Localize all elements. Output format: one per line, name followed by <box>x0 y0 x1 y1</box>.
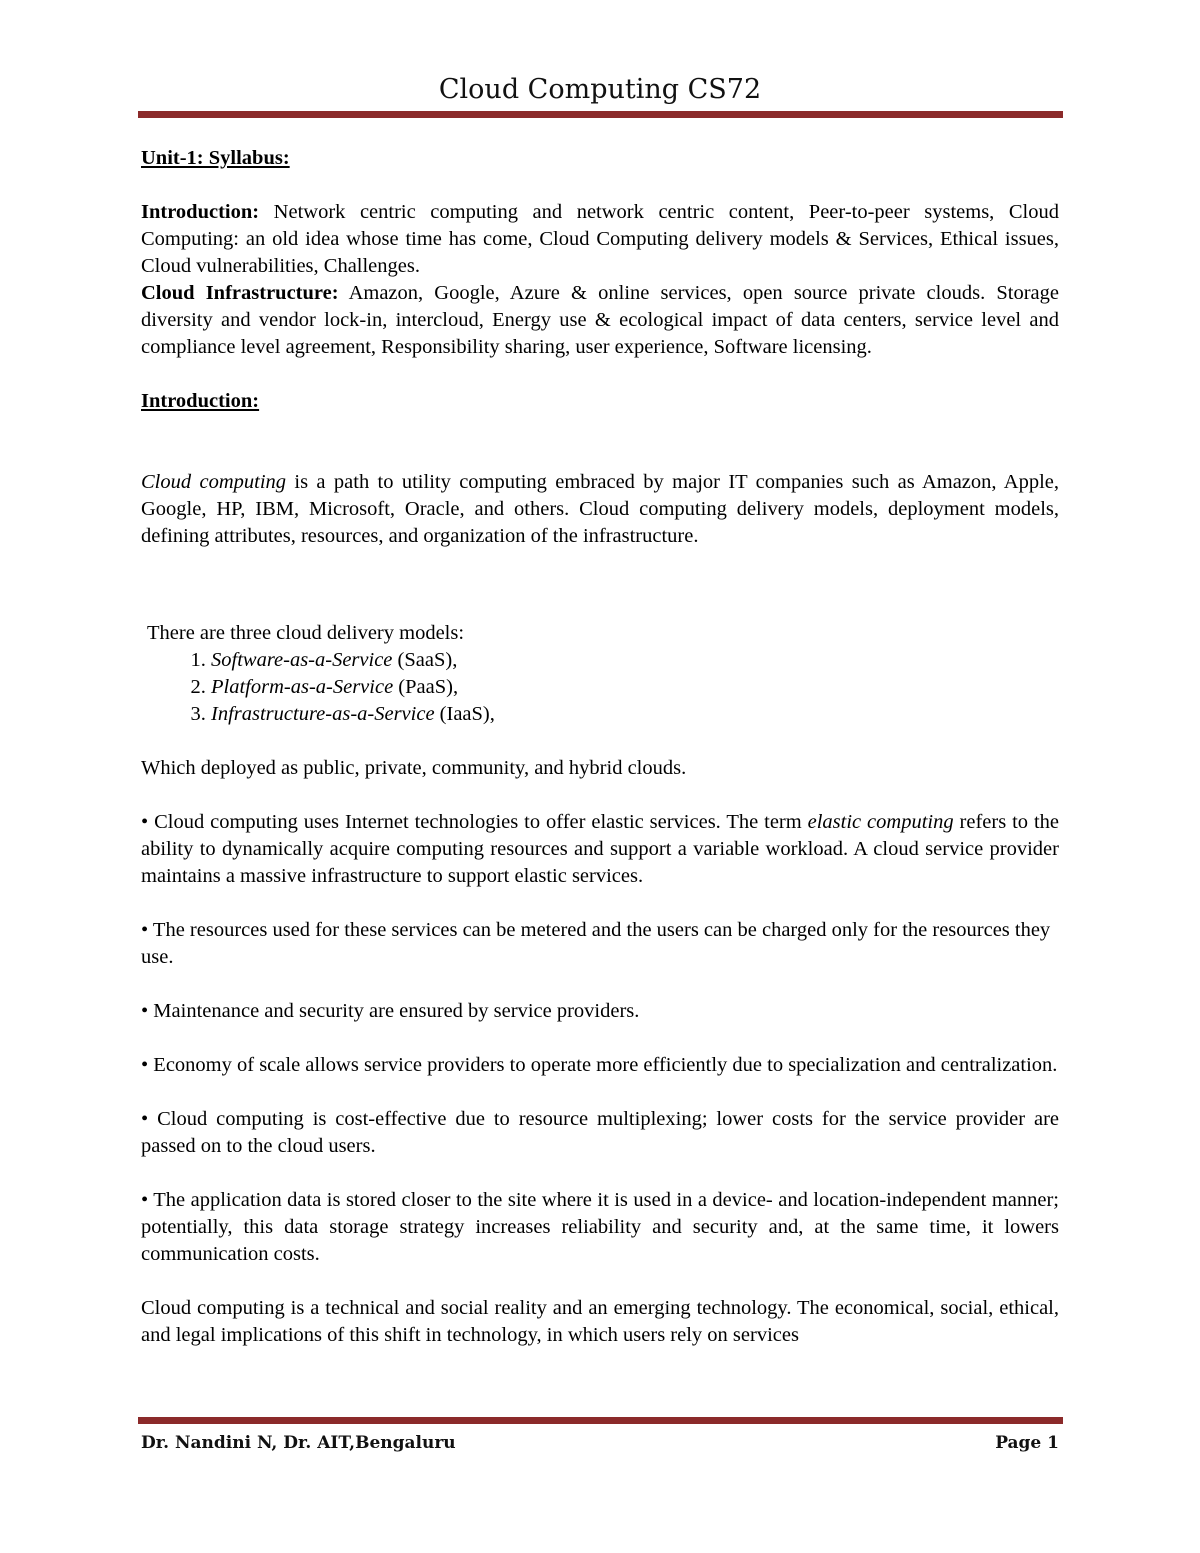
bullet-data-storage: • The application data is stored closer to the site where it is used in a device- and location-independent manner; potentially, this data storage strategy increases reliability and security and, at the same time, it lowers communication costs. <box>141 1189 1059 1265</box>
bullet-cost-effective: • Cloud computing is cost-effective due to resource multiplexing; lower costs for the service provider are passed on to the cloud users. <box>141 1108 1059 1157</box>
introduction-paragraph <box>141 469 1059 550</box>
elastic-computing-term: elastic computing <box>807 811 954 833</box>
model-abbr: (PaaS), <box>393 676 459 698</box>
footer-author: Dr. Nandini N, Dr. AIT,Bengaluru <box>141 1433 456 1453</box>
list-item <box>211 701 1059 728</box>
header-divider <box>138 111 1063 118</box>
model-abbr: (SaaS), <box>392 649 458 671</box>
bullet-elastic <box>141 809 1059 890</box>
bullet-maintenance: • Maintenance and security are ensured by service providers. <box>141 1000 640 1022</box>
bullet-economy: • Economy of scale allows service providers to operate more efficiently due to specialization and centralization. <box>141 1054 1058 1076</box>
model-name: Infrastructure-as-a-Service <box>211 703 435 725</box>
syllabus-infra-text: Amazon, Google, Azure & online services, open source private clouds. Storage diversity and vendor lock-in, intercloud, Energy use & ecological impact of data centers, service level and compliance level agreement, Responsibility sharing, user experience, Software licensing. <box>141 282 1059 358</box>
syllabus-intro-label: Introduction: <box>141 201 260 223</box>
syllabus-infrastructure <box>141 280 1059 361</box>
syllabus-intro-text: Network centric computing and network centric content, Peer-to-peer systems, Cloud Computing: an old idea whose time has come, Cloud Computing delivery models & Services, Ethical issues, Cloud vulnerabilities, Challenges. <box>141 201 1059 277</box>
syllabus-heading: Unit-1: Syllabus: <box>141 147 290 169</box>
model-abbr: (IaaS), <box>434 703 495 725</box>
bullet-elastic-text-b: refers to the ability to dynamically acquire computing resources and support a variable workload. A cloud service provider maintains a massive infrastructure to support elastic services. <box>141 811 1060 887</box>
deployment-sentence: Which deployed as public, private, community, and hybrid clouds. <box>141 757 687 779</box>
footer-divider <box>138 1417 1063 1424</box>
closing-paragraph: Cloud computing is a technical and social reality and an emerging technology. The economical, social, ethical, and legal implications of this shift in technology, in which users rely on services <box>141 1297 1059 1346</box>
model-name: Software-as-a-Service <box>211 649 393 671</box>
document-body <box>141 145 1059 1349</box>
introduction-paragraph-text: is a path to utility computing embraced by major IT companies such as Amazon, Apple, Google, HP, IBM, Microsoft, Oracle, and others. Cloud computing delivery models, deployment models, defining attributes, resources, and organization of the infrastructure. <box>141 471 1059 547</box>
delivery-models-list <box>141 647 1059 728</box>
footer-page-number: Page 1 <box>995 1433 1059 1453</box>
bullet-elastic-text-a: • Cloud computing uses Internet technologies to offer elastic services. The term <box>141 811 808 833</box>
page-header-title: Cloud Computing CS72 <box>438 74 762 105</box>
syllabus-infra-label: Cloud Infrastructure: <box>141 282 339 304</box>
syllabus-introduction <box>141 199 1059 280</box>
delivery-models-intro: There are three cloud delivery models: <box>147 622 465 644</box>
list-item <box>211 674 1059 701</box>
bullet-metered: • The resources used for these services can be metered and the users can be charged only for the resources they use. <box>141 919 1051 968</box>
list-item <box>211 647 1059 674</box>
model-name: Platform-as-a-Service <box>211 676 394 698</box>
cloud-computing-term: Cloud computing <box>141 471 287 493</box>
introduction-heading: Introduction: <box>141 390 260 412</box>
